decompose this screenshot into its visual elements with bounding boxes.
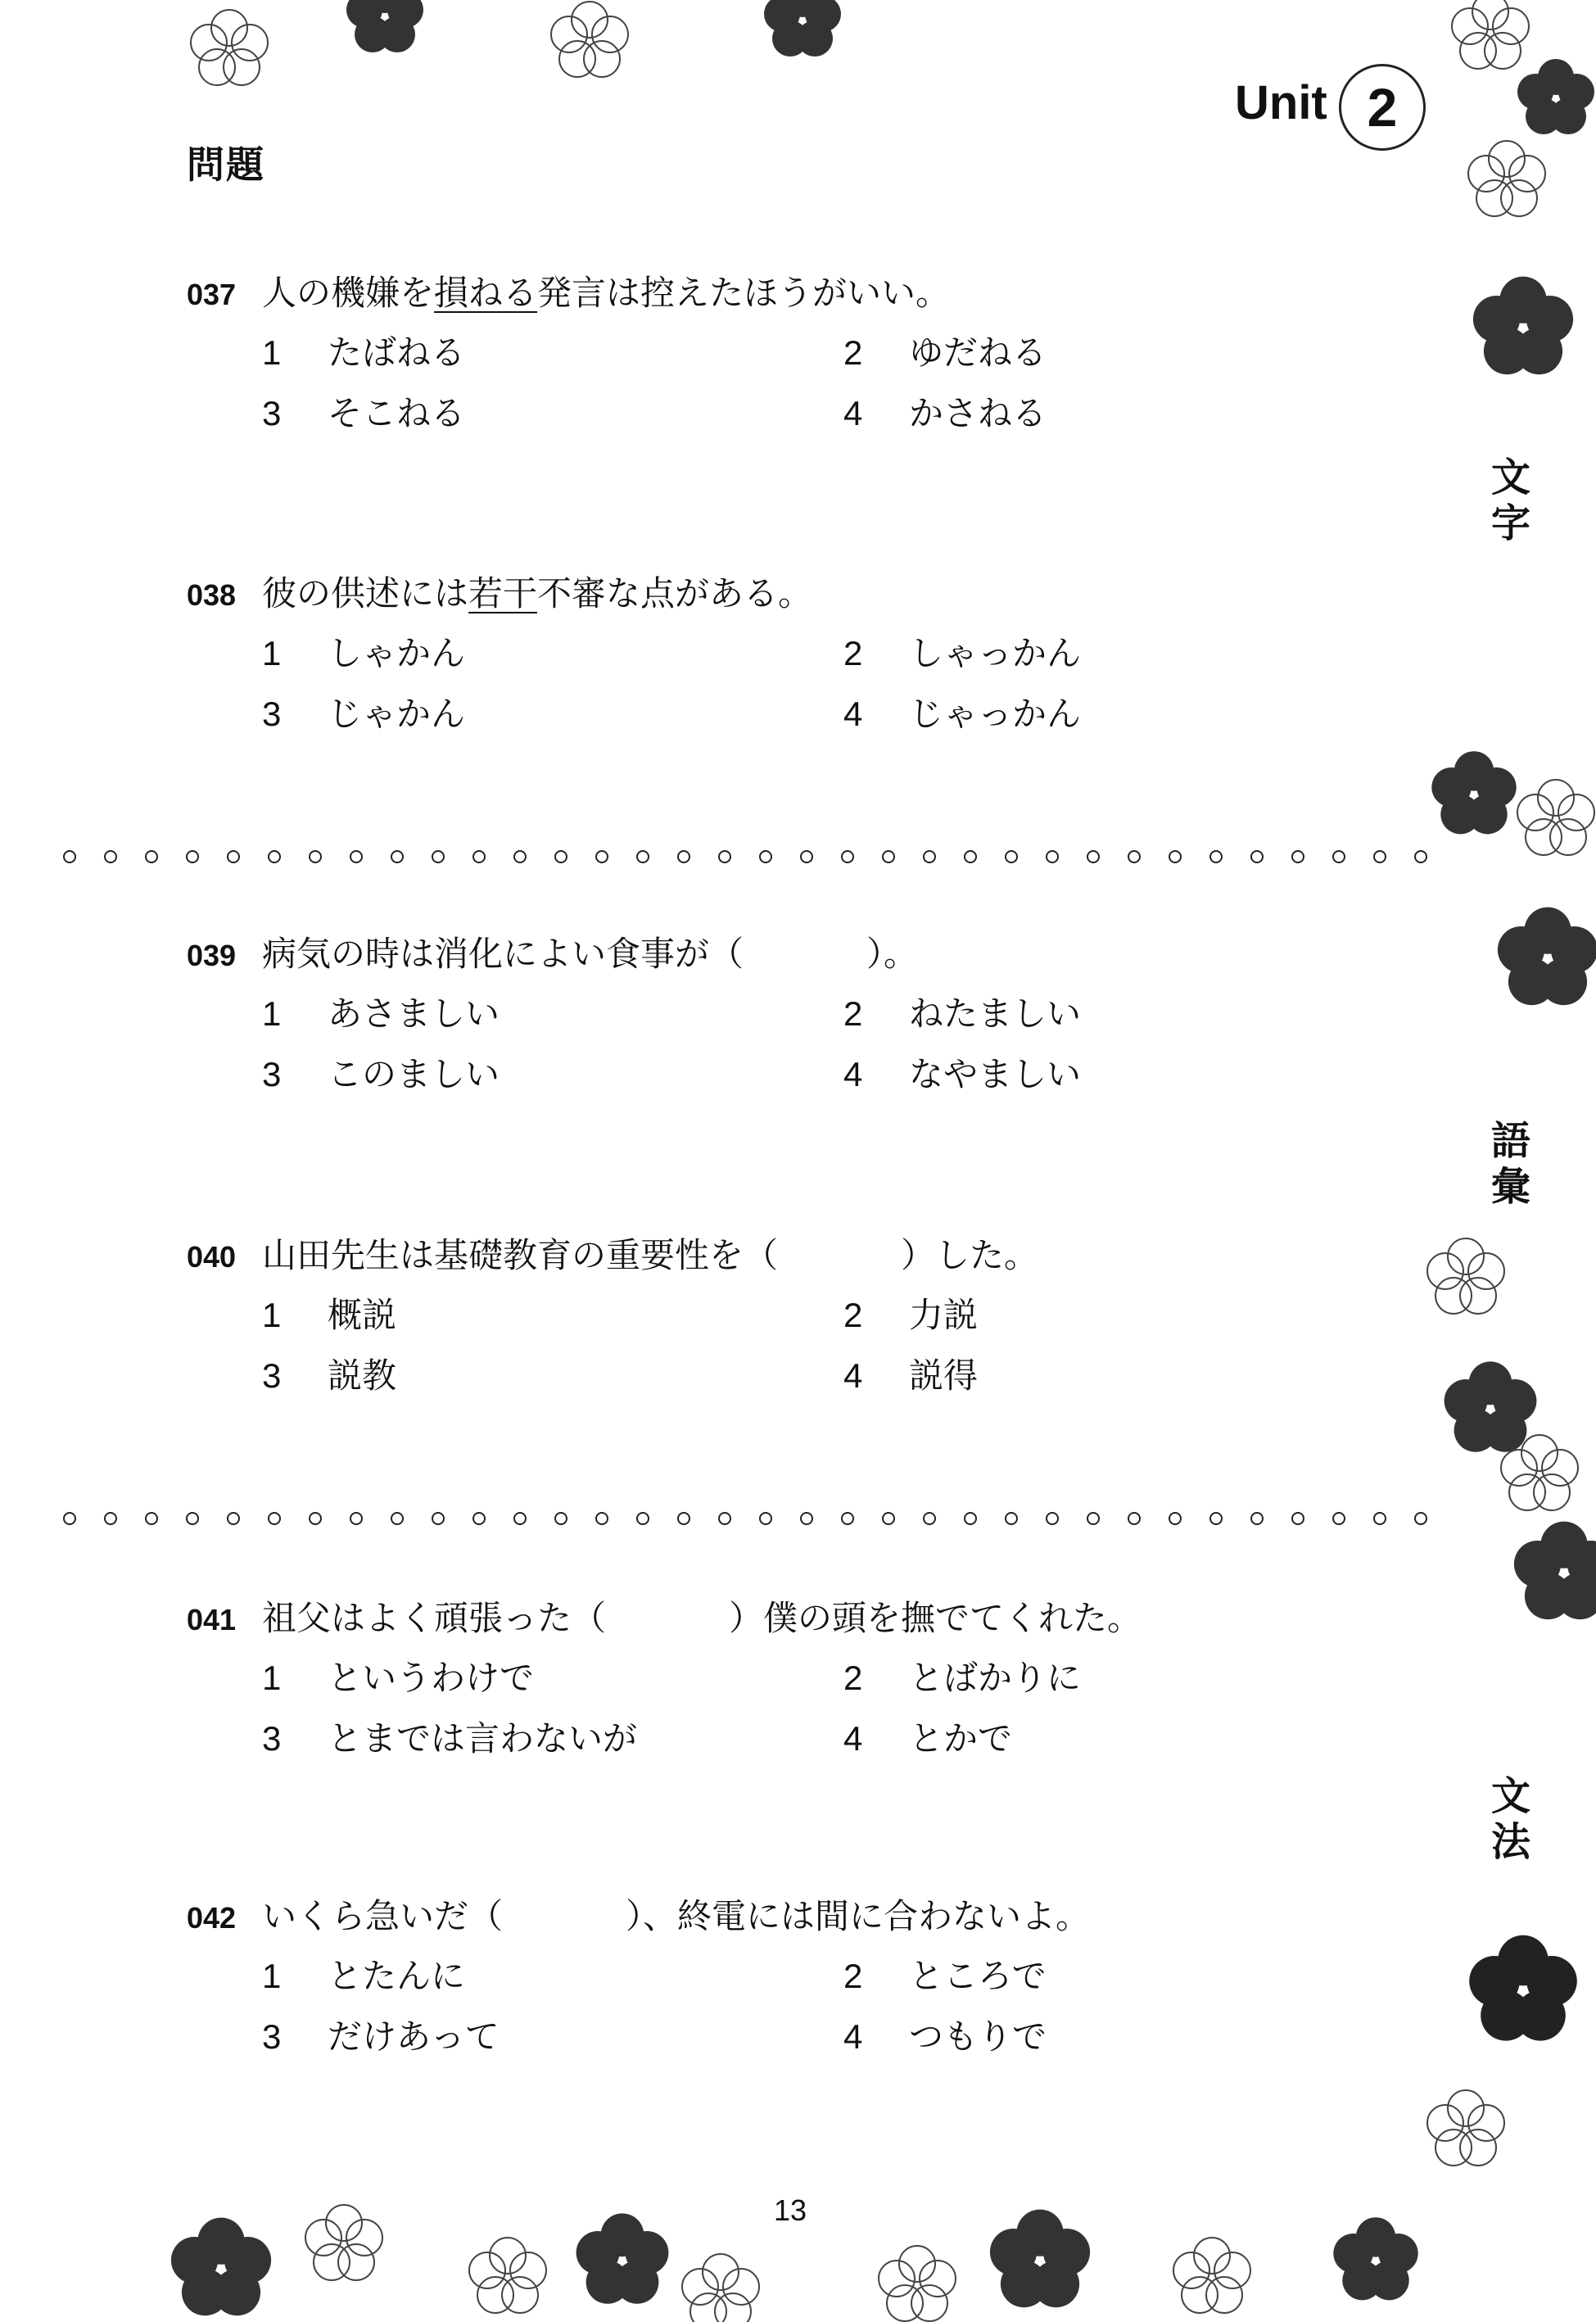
divider-dot bbox=[350, 1513, 362, 1524]
divider-dot bbox=[1006, 851, 1017, 862]
divider-dot bbox=[1333, 1513, 1345, 1524]
question-041 bbox=[187, 1594, 1464, 1764]
divider-dot bbox=[924, 1513, 935, 1524]
divider-dot bbox=[555, 1513, 567, 1524]
unit-number-badge: 2 bbox=[1339, 64, 1426, 151]
divider-dot bbox=[760, 851, 771, 862]
divider-dot bbox=[473, 1513, 485, 1524]
divider-dot bbox=[1169, 1513, 1181, 1524]
divider-dot bbox=[1047, 851, 1058, 862]
divider-dot bbox=[228, 851, 239, 862]
divider-dot bbox=[1087, 1513, 1099, 1524]
page-title: 問題 bbox=[187, 143, 265, 187]
section-divider bbox=[61, 1509, 1445, 1528]
option-3[interactable]: 3 このましい bbox=[262, 1054, 500, 1094]
divider-dot bbox=[391, 1513, 403, 1524]
option-2[interactable]: 2 ゆだねる bbox=[843, 333, 1047, 373]
divider-dot bbox=[1374, 851, 1386, 862]
divider-dot bbox=[350, 851, 362, 862]
option-1[interactable]: 1 というわけで bbox=[262, 1658, 535, 1698]
divider-dot bbox=[637, 851, 649, 862]
option-3[interactable]: 3 説教 bbox=[262, 1356, 397, 1396]
option-1[interactable]: 1 たばねる bbox=[262, 333, 466, 373]
option-4[interactable]: 4 つもりで bbox=[843, 2016, 1047, 2057]
option-4[interactable]: 4 じゃっかん bbox=[843, 694, 1082, 734]
divider-dot bbox=[391, 851, 403, 862]
divider-dot bbox=[801, 851, 812, 862]
divider-dot bbox=[1128, 1513, 1140, 1524]
divider-dot bbox=[1210, 1513, 1222, 1524]
divider-dot bbox=[432, 1513, 444, 1524]
option-4[interactable]: 4 かさねる bbox=[843, 393, 1047, 433]
divider-dot bbox=[105, 851, 116, 862]
divider-dot bbox=[1251, 1513, 1263, 1524]
question-037 bbox=[187, 269, 1464, 439]
question-040 bbox=[187, 1231, 1464, 1401]
underlined-word: 損ねる bbox=[434, 273, 538, 313]
divider-dot bbox=[1374, 1513, 1386, 1524]
divider-dot bbox=[473, 851, 485, 862]
divider-dot bbox=[924, 851, 935, 862]
option-2[interactable]: 2 しゃっかん bbox=[843, 633, 1082, 673]
option-2[interactable]: 2 とばかりに bbox=[843, 1658, 1082, 1698]
question-number: 041 bbox=[187, 1603, 237, 1636]
option-1[interactable]: 1 とたんに bbox=[262, 1956, 466, 1996]
divider-dot bbox=[228, 1513, 239, 1524]
option-2[interactable]: 2 ところで bbox=[843, 1956, 1047, 1996]
unit-label: Unit bbox=[1235, 76, 1327, 129]
divider-dot bbox=[883, 851, 894, 862]
option-3[interactable]: 3 とまでは言わないが bbox=[262, 1718, 638, 1758]
divider-dot bbox=[1210, 851, 1222, 862]
question-stem: 038 彼の供述には若干不審な点がある。 bbox=[187, 569, 1464, 618]
divider-dot bbox=[637, 1513, 649, 1524]
underlined-word: 若干 bbox=[468, 573, 538, 613]
divider-dot bbox=[310, 1513, 321, 1524]
option-2[interactable]: 2 ねたましい bbox=[843, 994, 1082, 1034]
question-stem: 039 病気の時は消化によい食事が（ ）。 bbox=[187, 930, 1464, 979]
divider-dot bbox=[596, 851, 608, 862]
option-3[interactable]: 3 じゃかん bbox=[262, 694, 466, 734]
divider-dot bbox=[146, 1513, 157, 1524]
divider-dot bbox=[1169, 851, 1181, 862]
divider-dot bbox=[432, 851, 444, 862]
answer-options bbox=[262, 328, 1464, 439]
divider-dot bbox=[514, 851, 526, 862]
divider-dot bbox=[514, 1513, 526, 1524]
divider-dot bbox=[1128, 851, 1140, 862]
option-4[interactable]: 4 とかで bbox=[843, 1718, 1013, 1758]
divider-dot bbox=[269, 851, 280, 862]
question-stem: 041 祖父はよく頑張った（ ）僕の頭を撫でてくれた。 bbox=[187, 1594, 1464, 1643]
question-number: 038 bbox=[187, 578, 237, 612]
question-stem: 040 山田先生は基礎教育の重要性を（ ）した。 bbox=[187, 1231, 1464, 1280]
divider-dot bbox=[1292, 1513, 1304, 1524]
answer-options bbox=[262, 989, 1464, 1100]
divider-dot bbox=[965, 1513, 976, 1524]
question-stem: 042 いくら急いだ（ ）、終電には間に合わないよ。 bbox=[187, 1892, 1464, 1941]
divider-dot bbox=[678, 851, 689, 862]
divider-dot bbox=[1006, 1513, 1017, 1524]
answer-options bbox=[262, 1653, 1464, 1764]
question-038 bbox=[187, 569, 1464, 740]
divider-dot bbox=[64, 1513, 75, 1524]
divider-dot bbox=[1415, 851, 1426, 862]
divider-dot bbox=[965, 851, 976, 862]
divider-dot bbox=[883, 1513, 894, 1524]
answer-options bbox=[262, 1290, 1464, 1401]
divider-dot bbox=[310, 851, 321, 862]
option-3[interactable]: 3 だけあって bbox=[262, 2016, 500, 2057]
divider-dot bbox=[596, 1513, 608, 1524]
divider-dot bbox=[719, 1513, 730, 1524]
divider-dot bbox=[678, 1513, 689, 1524]
option-1[interactable]: 1 しゃかん bbox=[262, 633, 466, 673]
option-1[interactable]: 1 概説 bbox=[262, 1295, 397, 1335]
answer-options bbox=[262, 1951, 1464, 2062]
divider-dot bbox=[1333, 851, 1345, 862]
question-number: 039 bbox=[187, 939, 237, 972]
divider-dot bbox=[1415, 1513, 1426, 1524]
answer-options bbox=[262, 628, 1464, 740]
divider-dot bbox=[64, 851, 75, 862]
option-2[interactable]: 2 力説 bbox=[843, 1295, 979, 1335]
page-number: 13 bbox=[774, 2193, 807, 2227]
option-3[interactable]: 3 そこねる bbox=[262, 393, 466, 433]
divider-dot bbox=[719, 851, 730, 862]
question-number: 042 bbox=[187, 1901, 237, 1935]
divider-dot bbox=[760, 1513, 771, 1524]
divider-dot bbox=[269, 1513, 280, 1524]
divider-dot bbox=[1047, 1513, 1058, 1524]
question-number: 040 bbox=[187, 1240, 237, 1274]
divider-dot bbox=[842, 1513, 853, 1524]
side-tab-moji: 文字 bbox=[1490, 455, 1530, 546]
divider-dot bbox=[801, 1513, 812, 1524]
option-1[interactable]: 1 あさましい bbox=[262, 994, 500, 1034]
side-tab-goi: 語彙 bbox=[1490, 1118, 1530, 1210]
divider-dot bbox=[187, 851, 198, 862]
option-4[interactable]: 4 説得 bbox=[843, 1356, 979, 1396]
divider-dot bbox=[146, 851, 157, 862]
question-stem: 037 人の機嫌を損ねる発言は控えたほうがいい。 bbox=[187, 269, 1464, 318]
question-039 bbox=[187, 930, 1464, 1100]
divider-dot bbox=[105, 1513, 116, 1524]
divider-dot bbox=[1087, 851, 1099, 862]
section-divider bbox=[61, 847, 1445, 867]
side-tab-bunpo: 文法 bbox=[1490, 1773, 1530, 1865]
divider-dot bbox=[1251, 851, 1263, 862]
divider-dot bbox=[187, 1513, 198, 1524]
divider-dot bbox=[555, 851, 567, 862]
option-4[interactable]: 4 なやましい bbox=[843, 1054, 1082, 1094]
question-042 bbox=[187, 1892, 1464, 2062]
divider-dot bbox=[1292, 851, 1304, 862]
question-number: 037 bbox=[187, 278, 237, 311]
divider-dot bbox=[842, 851, 853, 862]
